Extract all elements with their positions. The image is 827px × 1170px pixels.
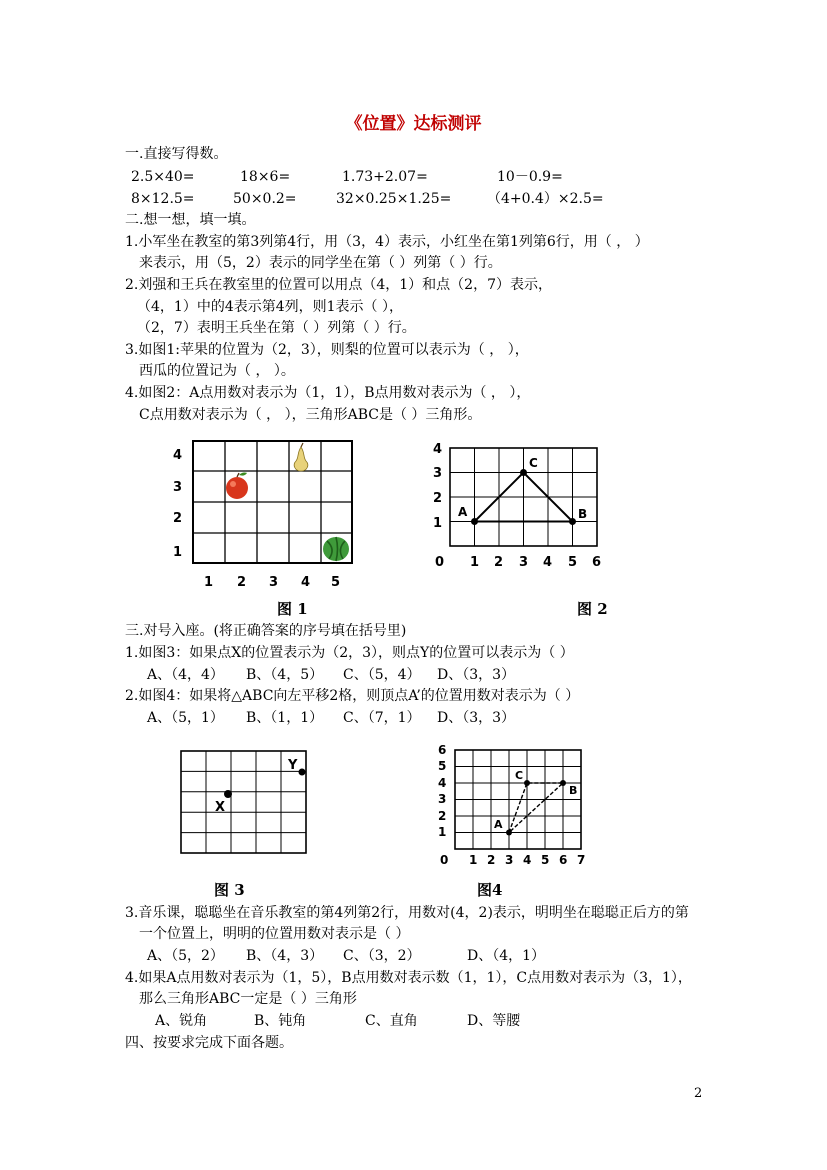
question-line: 4.如果A点用数对表示为（1，5），B点用数对表示数（1，1），C点用数对表示为（3，1）， xyxy=(125,970,692,986)
point-label: X xyxy=(215,800,226,815)
x-tick: 4 xyxy=(301,575,311,590)
question-line: 一个位置上，明明的位置用数对表示是（ ） xyxy=(139,926,410,942)
y-tick: 4 xyxy=(438,776,447,790)
option: C、直角 xyxy=(365,1013,418,1029)
x-tick: 0 xyxy=(440,853,449,867)
y-tick: 4 xyxy=(433,442,443,457)
y-tick: 2 xyxy=(173,511,183,526)
y-tick: 6 xyxy=(438,743,447,757)
y-tick: 4 xyxy=(173,448,183,463)
y-tick: 5 xyxy=(438,759,447,773)
page-title: 《位置》达标测评 xyxy=(345,114,482,134)
calc-item: 1.73+2.07= xyxy=(342,169,428,185)
option: B、钝角 xyxy=(254,1013,307,1029)
option: C、（5，4） xyxy=(343,667,421,683)
question-line: 4.如图2：A点用数对表示为（1，1），B点用数对表示为（ ， ）， xyxy=(125,385,531,401)
question-line: 那么三角形ABC一定是（ ）三角形 xyxy=(139,991,357,1007)
y-tick: 1 xyxy=(433,516,443,531)
x-tick: 2 xyxy=(494,555,504,570)
point-a xyxy=(506,830,512,836)
x-tick: 5 xyxy=(568,555,578,570)
y-tick: 1 xyxy=(438,825,447,839)
x-tick: 4 xyxy=(523,853,532,867)
figure-2-grid xyxy=(425,438,615,573)
x-tick: 0 xyxy=(435,555,445,570)
question-line: （2，7）表明王兵坐在第（ ）列第（ ）行。 xyxy=(137,320,416,336)
question-line: 3.如图1:苹果的位置为（2，3），则梨的位置可以表示为（ ， ）， xyxy=(125,342,529,358)
x-tick: 6 xyxy=(559,853,568,867)
y-tick: 2 xyxy=(438,809,447,823)
figure-3-grid xyxy=(175,745,315,860)
y-tick: 3 xyxy=(433,466,443,481)
y-tick: 3 xyxy=(173,480,183,495)
question-line: 1.如图3：如果点X的位置表示为（2，3），则点Y的位置可以表示为（ ） xyxy=(125,645,574,661)
option: A、（5，2） xyxy=(147,948,224,964)
point-b xyxy=(569,518,576,525)
calc-item: （4+0.4）×2.5= xyxy=(487,191,604,207)
figure-1-grid xyxy=(165,435,365,595)
calc-item: 50×0.2= xyxy=(233,191,297,207)
pear-icon xyxy=(294,443,308,471)
figure-4-label: 图4 xyxy=(477,881,503,899)
x-tick: 5 xyxy=(541,853,550,867)
x-tick: 2 xyxy=(487,853,496,867)
option: D、（3，3） xyxy=(437,667,516,683)
question-line: 2.如图4：如果将△ABC向左平移2格，则顶点A’的位置用数对表示为（ ） xyxy=(125,688,580,704)
section1-heading: 一.直接写得数。 xyxy=(125,146,228,162)
calc-item: 18×6= xyxy=(240,169,291,185)
option: A、（4，4） xyxy=(147,667,224,683)
page-number: 2 xyxy=(694,1086,703,1101)
question-line: 2.刘强和王兵在教室里的位置可以用点（4，1）和点（2，7）表示， xyxy=(125,277,552,293)
y-tick: 3 xyxy=(438,792,447,806)
calc-item: 32×0.25×1.25= xyxy=(336,191,452,207)
section3-heading: 三.对号入座。(将正确答案的序号填在括号里) xyxy=(125,623,407,639)
figure-2-label: 图 2 xyxy=(577,600,608,618)
option: B、（4，5） xyxy=(246,667,324,683)
watermelon-icon xyxy=(323,537,349,561)
point-a xyxy=(471,518,478,525)
question-line: 1.小军坐在教室的第3列第4行，用（3，4）表示，小红坐在第1列第6行，用（ ， ） xyxy=(125,234,649,250)
option: B、（4，3） xyxy=(246,948,324,964)
point-label: B xyxy=(578,507,588,521)
calc-item: 8×12.5= xyxy=(131,191,195,207)
x-tick: 1 xyxy=(470,555,480,570)
point-label: A xyxy=(458,505,468,519)
x-tick: 3 xyxy=(519,555,529,570)
question-line: （4，1）中的4表示第4列，则1表示（ ）， xyxy=(137,299,403,315)
option: A、锐角 xyxy=(155,1013,208,1029)
section2-heading: 二.想一想，填一填。 xyxy=(125,212,256,228)
x-tick: 6 xyxy=(592,555,602,570)
point-b xyxy=(560,780,566,786)
point-c xyxy=(524,780,530,786)
option: C、（7，1） xyxy=(343,710,421,726)
y-tick: 1 xyxy=(173,545,183,560)
question-line: 3.音乐课，聪聪坐在音乐教室的第4列第2行，用数对(4，2)表示，明明坐在聪聪正后方的第 xyxy=(125,905,689,921)
point-label: A xyxy=(494,818,503,831)
x-tick: 4 xyxy=(543,555,553,570)
option: A、（5，1） xyxy=(147,710,224,726)
point-label: B xyxy=(569,784,578,797)
option: D、（3，3） xyxy=(437,710,516,726)
x-tick: 5 xyxy=(331,575,341,590)
question-line: 西瓜的位置记为（ ， ）。 xyxy=(139,363,295,379)
figure-1-label: 图 1 xyxy=(277,600,308,618)
figure-3-label: 图 3 xyxy=(214,881,245,899)
x-tick: 3 xyxy=(269,575,279,590)
question-line: C点用数对表示为（ ， ），三角形ABC是（ ）三角形。 xyxy=(139,407,482,423)
point-label: C xyxy=(515,769,524,782)
point-label: C xyxy=(529,456,538,470)
option: D、等腰 xyxy=(467,1013,521,1029)
x-tick: 2 xyxy=(237,575,247,590)
x-tick: 1 xyxy=(469,853,478,867)
point-x xyxy=(224,790,232,798)
point-label: Y xyxy=(288,758,298,773)
x-tick: 3 xyxy=(505,853,514,867)
point-y xyxy=(299,769,306,776)
option: C、（3，2） xyxy=(343,948,421,964)
calc-item: 10－0.9= xyxy=(497,169,563,185)
figure-4-grid xyxy=(428,740,598,870)
x-tick: 1 xyxy=(204,575,214,590)
question-line: 来表示，用（5，2）表示的同学坐在第（ ）列第（ ）行。 xyxy=(139,255,502,271)
apple-icon xyxy=(226,473,248,500)
section4-heading: 四、按要求完成下面各题。 xyxy=(125,1035,293,1051)
y-tick: 2 xyxy=(433,491,443,506)
option: D、（4，1） xyxy=(467,948,546,964)
calc-item: 2.5×40= xyxy=(131,169,195,185)
point-c xyxy=(520,469,527,476)
option: B、（1，1） xyxy=(246,710,324,726)
x-tick: 7 xyxy=(577,853,586,867)
